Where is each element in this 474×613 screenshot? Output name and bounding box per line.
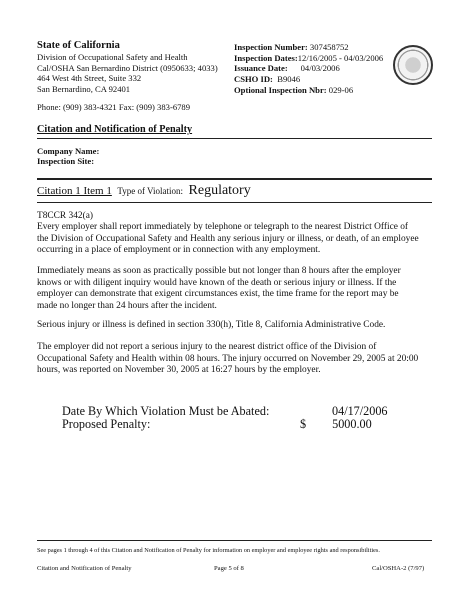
- state-seal-icon: [393, 45, 433, 85]
- item-divider: [37, 178, 432, 180]
- agency-division: Division of Occupational Safety and Health: [37, 52, 188, 62]
- footer-note: See pages 1 through 4 of this Citation and Notification of Penalty for information on employer and employee rights and responsibilities.: [37, 547, 380, 554]
- inspection-number: 307458752: [309, 42, 349, 52]
- issuance-date-label: Issuance Date:: [234, 63, 288, 74]
- proposed-penalty: 5000.00: [332, 417, 372, 431]
- paragraph-line: occurring in a place of employment or in connection with any employment.: [37, 245, 321, 256]
- footer-left: Citation and Notification of Penalty: [37, 565, 132, 572]
- paragraph-2: [37, 266, 439, 312]
- paragraph-line: employer can demonstrate that exigent circumstances exist, the time frame for the report may be: [37, 289, 399, 300]
- inspection-block: [234, 42, 383, 96]
- optional-inspection-number: 029-06: [328, 84, 354, 95]
- footer-divider: [37, 540, 432, 541]
- penalty-currency: $: [300, 417, 307, 431]
- paragraph-line: the Division of Occupational Safety and Health any serious injury or illness, or death, of an employee: [37, 233, 419, 244]
- abatement-date-label: Date By Which Violation Must be Abated:: [62, 404, 270, 418]
- paragraph-line: Serious injury or illness is defined in section 330(h), Title 8, California Administrative Code.: [37, 320, 386, 330]
- issuance-date: 04/03/2006: [300, 63, 340, 74]
- paragraph-line: Occupational Safety and Health within 08 hours. The injury occurred on November 29, 2005 at 20:00: [37, 353, 419, 364]
- agency-address-line1: 464 West 4th Street, Suite 332: [37, 73, 142, 84]
- citation-item-header: [37, 183, 251, 199]
- form-number: Cal/OSHA-2 (7/97): [372, 565, 425, 572]
- agency-district: Cal/OSHA San Bernardino District (0950633; 4033): [37, 62, 218, 73]
- agency-block: [37, 40, 218, 95]
- abatement-values: [300, 405, 388, 431]
- paragraph-line: Every employer shall report immediately by telephone or telegraph to the nearest District Office of: [37, 222, 409, 232]
- paragraph-4: [37, 342, 439, 377]
- paragraph-line: The employer did not report a serious injury to the nearest district office of the Division of: [37, 342, 377, 352]
- paragraph-line: Immediately means as soon as practically possible but not longer than 8 hours after the employer: [37, 266, 401, 276]
- citation-item: Citation 1 Item 1: [37, 185, 112, 197]
- abatement-date: 04/17/2006: [332, 404, 388, 418]
- paragraph-line: knows or with diligent inquiry would have known of the death or serious injury or illness. If the: [37, 277, 397, 288]
- inspection-dates: 12/16/2005 - 04/03/2006: [297, 52, 384, 63]
- agency-address-line2: San Bernardino, CA 92401: [37, 84, 131, 95]
- inspection-dates-label: Inspection Dates:: [234, 52, 298, 63]
- abatement-labels: [62, 405, 269, 431]
- paragraph-3: [37, 320, 439, 332]
- company-name-label: Company Name:: [37, 146, 100, 156]
- phone-fax: Phone: (909) 383-4321 Fax: (909) 383-6789: [37, 102, 191, 112]
- inspection-site-label: Inspection Site:: [37, 156, 95, 167]
- paragraph-line: hours, was reported on November 30, 2005 at 16:27 hours by the employer.: [37, 365, 321, 376]
- paragraph-line: made no longer than 24 hours after the incident.: [37, 300, 217, 311]
- csho-id-label: CSHO ID:: [234, 74, 273, 85]
- inspection-number-label: Inspection Number:: [234, 42, 308, 52]
- csho-id: B9046: [277, 74, 301, 85]
- regulation-code-text: T8CCR 342(a): [37, 211, 93, 221]
- violation-type-label: Type of Violation:: [117, 186, 184, 196]
- document-title: Citation and Notification of Penalty: [37, 124, 193, 135]
- agency-name: State of California: [37, 40, 120, 51]
- title-divider: [37, 138, 432, 139]
- proposed-penalty-label: Proposed Penalty:: [62, 417, 151, 431]
- violation-type: Regulatory: [188, 183, 251, 198]
- company-info: [37, 146, 99, 167]
- regulation-code: [37, 211, 439, 223]
- optional-inspection-label: Optional Inspection Nbr:: [234, 84, 327, 95]
- page-number: Page 5 of 8: [214, 565, 244, 572]
- paragraph-1: [37, 222, 439, 257]
- item-underline: [37, 202, 432, 203]
